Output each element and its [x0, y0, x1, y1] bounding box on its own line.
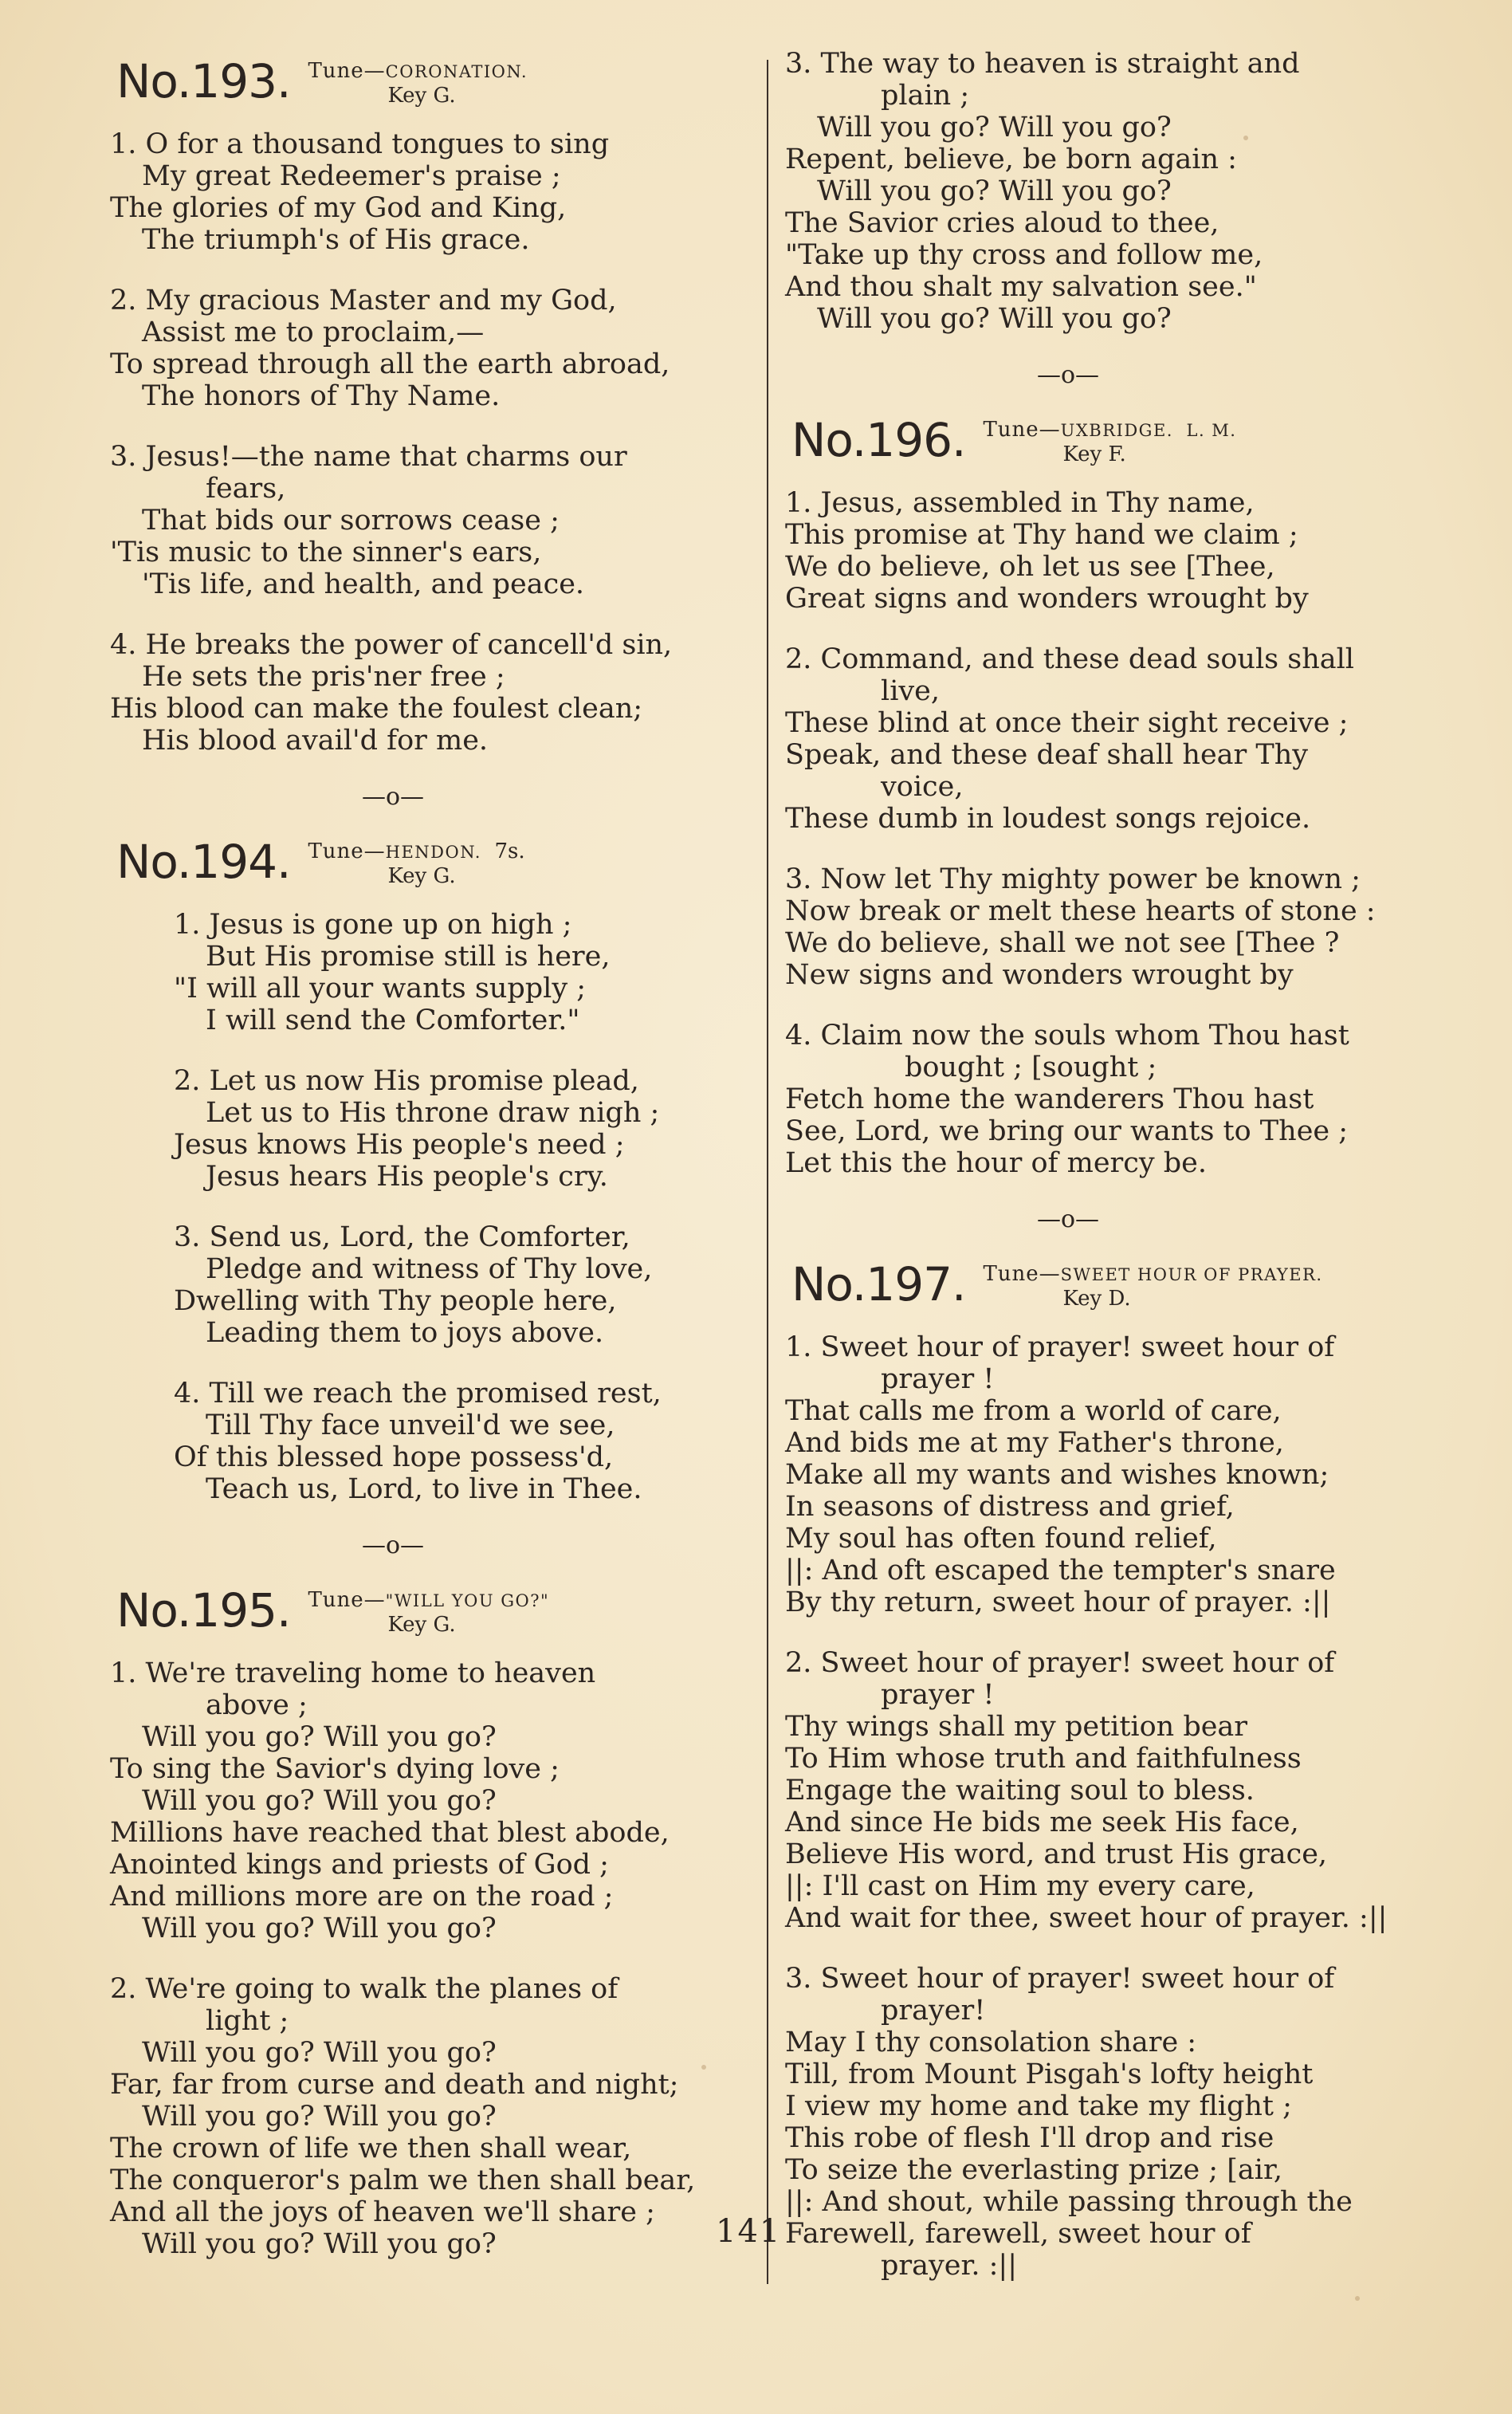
- verse-line: 2. We're going to walk the planes of: [110, 1973, 619, 2005]
- verse-line: My great Redeemer's praise ;: [142, 160, 561, 192]
- verse-line: I will send the Comforter.": [206, 1005, 580, 1036]
- verse: [785, 643, 1439, 835]
- verse-line: above ;: [206, 1689, 308, 1721]
- tune-name: HENDON.: [385, 843, 481, 862]
- verse-line: Will you go? Will you go?: [142, 2228, 497, 2260]
- verse-line: The honors of Thy Name.: [142, 380, 501, 412]
- verse-line: Leading them to joys above.: [206, 1317, 604, 1349]
- verse-line: Dwelling with Thy people here,: [174, 1285, 617, 1317]
- verse-line: And thou shalt my salvation see.": [785, 271, 1257, 303]
- verse: [110, 285, 764, 412]
- verse-line: voice,: [881, 771, 964, 803]
- paper-stain: [701, 2065, 706, 2070]
- verse-line: But His promise still is here,: [206, 941, 611, 973]
- section-separator: —o—: [361, 783, 425, 811]
- verse: [785, 487, 1439, 615]
- verse-line: 3. Now let Thy mighty power be known ;: [785, 863, 1361, 895]
- verse-line: Till, from Mount Pisgah's lofty height: [785, 2058, 1314, 2090]
- verse-line: Anointed kings and priests of God ;: [110, 1849, 609, 1881]
- paper-stain: [1355, 2296, 1360, 2301]
- tune-label: Tune—: [983, 418, 1061, 442]
- verse-line: His blood avail'd for me.: [142, 725, 489, 757]
- verse: [110, 1221, 764, 1349]
- verse-line: And bids me at my Father's throne,: [785, 1427, 1284, 1459]
- verse-line: Will you go? Will you go?: [817, 303, 1172, 335]
- meter: L. M.: [1186, 421, 1237, 440]
- verse-line: Repent, believe, be born again :: [785, 144, 1237, 175]
- verse: [110, 1657, 764, 1944]
- meter: 7s.: [494, 839, 525, 863]
- verse-line: 2. My gracious Master and my God,: [110, 285, 617, 316]
- verse-line: Farewell, farewell, sweet hour of: [785, 2218, 1251, 2250]
- verse-line: "Take up thy cross and follow me,: [785, 239, 1263, 271]
- hymn-196-header: [791, 413, 1439, 467]
- tune-info: [983, 418, 1236, 466]
- verse-line: Will you go? Will you go?: [817, 112, 1172, 144]
- verse-line: These dumb in loudest songs rejoice.: [785, 803, 1311, 835]
- verse-line: plain ;: [881, 80, 970, 112]
- verse-line: 3. Send us, Lord, the Comforter,: [174, 1221, 630, 1253]
- verse-line: To sing the Savior's dying love ;: [110, 1753, 560, 1785]
- verse: [785, 1331, 1439, 1618]
- verse-line: In seasons of distress and grief,: [785, 1491, 1235, 1523]
- verse-line: 'Tis music to the sinner's ears,: [110, 537, 542, 568]
- tune-info: [308, 59, 528, 108]
- verse-line: Will you go? Will you go?: [142, 2101, 497, 2133]
- verse-line: fears,: [206, 473, 286, 505]
- left-column: [110, 48, 764, 2289]
- verse-line: Assist me to proclaim,—: [142, 316, 485, 348]
- verse-line: prayer. :||: [881, 2250, 1018, 2282]
- verse: [110, 1378, 764, 1505]
- hymn-197-header: [791, 1257, 1439, 1311]
- verse: [110, 909, 764, 1036]
- verse-line: Let us to His throne draw nigh ;: [206, 1097, 660, 1129]
- verse-line: And since He bids me seek His face,: [785, 1807, 1299, 1838]
- verse: [785, 1020, 1439, 1179]
- tune-label: Tune—: [308, 1588, 386, 1612]
- verse: [110, 128, 764, 256]
- verse-line: By thy return, sweet hour of prayer. :||: [785, 1586, 1331, 1618]
- verse-line: The crown of life we then shall wear,: [110, 2133, 632, 2164]
- key-signature: Key D.: [1062, 1287, 1131, 1311]
- verse-line: And all the joys of heaven we'll share ;: [110, 2196, 655, 2228]
- verse: [785, 1647, 1439, 1934]
- verse-line: 4. Till we reach the promised rest,: [174, 1378, 662, 1409]
- verse-line: This promise at Thy hand we claim ;: [785, 519, 1298, 551]
- verse-line: Pledge and witness of Thy love,: [206, 1253, 653, 1285]
- verse-line: Make all my wants and wishes known;: [785, 1459, 1329, 1491]
- section-separator: —o—: [361, 1531, 425, 1559]
- key-signature: Key F.: [1062, 442, 1126, 466]
- verse-line: 3. Jesus!—the name that charms our: [110, 441, 627, 473]
- verse-line: He sets the pris'ner free ;: [142, 661, 505, 693]
- verse-line: Jesus knows His people's need ;: [174, 1129, 625, 1161]
- verse-line: 2. Let us now His promise plead,: [174, 1065, 639, 1097]
- verse-line: Will you go? Will you go?: [142, 1913, 497, 1944]
- verse-line: Will you go? Will you go?: [817, 175, 1172, 207]
- verse-line: 1. Jesus, assembled in Thy name,: [785, 487, 1255, 519]
- verse-line: 3. The way to heaven is straight and: [785, 48, 1300, 80]
- hymn-number: No.196.: [791, 413, 966, 467]
- tune-info: [308, 839, 524, 888]
- verse-line: Thy wings shall my petition bear: [785, 1711, 1248, 1743]
- verse-line: To Him whose truth and faithfulness: [785, 1743, 1302, 1775]
- tune-info: [983, 1262, 1322, 1311]
- verse-line: 2. Command, and these dead souls shall: [785, 643, 1354, 675]
- verse-line: 3. Sweet hour of prayer! sweet hour of: [785, 1963, 1335, 1995]
- verse-line: To seize the everlasting prize ; [air,: [785, 2154, 1282, 2186]
- verse-line: prayer!: [881, 1995, 986, 2027]
- paper-stain: [1243, 136, 1248, 140]
- verse-line: Will you go? Will you go?: [142, 1721, 497, 1753]
- verse-line: And millions more are on the road ;: [110, 1881, 614, 1913]
- verse-line: 1. O for a thousand tongues to sing: [110, 128, 610, 160]
- verse-line: And wait for thee, sweet hour of prayer. :||: [785, 1902, 1388, 1934]
- key-signature: Key G.: [387, 1613, 456, 1637]
- hymn-number: No.194.: [116, 835, 291, 889]
- hymn-number: No.193.: [116, 54, 291, 108]
- verse: [110, 1973, 764, 2260]
- tune-name: UXBRIDGE.: [1060, 421, 1173, 440]
- verse-line: We do believe, oh let us see [Thee,: [785, 551, 1275, 583]
- verse-line: ||: And oft escaped the tempter's snare: [785, 1555, 1336, 1586]
- verse-line: I view my home and take my flight ;: [785, 2090, 1292, 2122]
- verse-line: Now break or melt these hearts of stone :: [785, 895, 1376, 927]
- verse-line: Till Thy face unveil'd we see,: [206, 1409, 615, 1441]
- verse-line: Great signs and wonders wrought by: [785, 583, 1309, 615]
- verse-line: My soul has often found relief,: [785, 1523, 1217, 1555]
- verse-line: Will you go? Will you go?: [142, 1785, 497, 1817]
- verse-line: 'Tis life, and health, and peace.: [142, 568, 585, 600]
- hymn-194-header: [116, 835, 764, 889]
- hymn-193-header: [116, 54, 764, 108]
- verse-line: ||: I'll cast on Him my every care,: [785, 1870, 1255, 1902]
- verse-line: Far, far from curse and death and night;: [110, 2069, 679, 2101]
- column-divider: [767, 60, 768, 2284]
- verse-line: Teach us, Lord, to live in Thee.: [206, 1473, 642, 1505]
- verse-line: See, Lord, we bring our wants to Thee ;: [785, 1115, 1349, 1147]
- verse-line: Will you go? Will you go?: [142, 2037, 497, 2069]
- verse-line: The triumph's of His grace.: [142, 224, 530, 256]
- page-number: 141: [716, 2213, 782, 2250]
- verse-line: His blood can make the foulest clean;: [110, 693, 643, 725]
- verse: [785, 48, 1439, 335]
- verse-line: live,: [881, 675, 940, 707]
- verse-line: Jesus hears His people's cry.: [206, 1161, 608, 1193]
- right-column: [785, 48, 1439, 2310]
- verse-line: That bids our sorrows cease ;: [142, 505, 560, 537]
- tune-info: [308, 1588, 549, 1637]
- verse-line: That calls me from a world of care,: [785, 1395, 1282, 1427]
- hymn-number: No.195.: [116, 1583, 291, 1638]
- verse-line: To spread through all the earth abroad,: [110, 348, 670, 380]
- verse-line: prayer !: [881, 1363, 995, 1395]
- verse-line: Speak, and these deaf shall hear Thy: [785, 739, 1309, 771]
- verse-line: 1. Sweet hour of prayer! sweet hour of: [785, 1331, 1335, 1363]
- tune-label: Tune—: [308, 839, 386, 863]
- verse-line: Fetch home the wanderers Thou hast: [785, 1083, 1314, 1115]
- tune-label: Tune—: [308, 59, 386, 83]
- verse-line: May I thy consolation share :: [785, 2027, 1197, 2058]
- verse-line: 4. He breaks the power of cancell'd sin,: [110, 629, 673, 661]
- verse: [785, 863, 1439, 991]
- verse-line: 2. Sweet hour of prayer! sweet hour of: [785, 1647, 1335, 1679]
- verse-line: 4. Claim now the souls whom Thou hast: [785, 1020, 1349, 1052]
- verse-line: This robe of flesh I'll drop and rise: [785, 2122, 1274, 2154]
- hymn-195-header: [116, 1583, 764, 1638]
- verse-line: bought ; [sought ;: [905, 1052, 1157, 1083]
- verse: [110, 629, 764, 757]
- verse-line: The conqueror's palm we then shall bear,: [110, 2164, 696, 2196]
- verse-line: The Savior cries aloud to thee,: [785, 207, 1219, 239]
- verse: [110, 441, 764, 600]
- key-signature: Key G.: [387, 864, 456, 888]
- verse-line: Believe His word, and trust His grace,: [785, 1838, 1328, 1870]
- verse-line: These blind at once their sight receive ;: [785, 707, 1349, 739]
- tune-name: SWEET HOUR OF PRAYER.: [1060, 1265, 1323, 1284]
- section-separator: —o—: [1036, 1205, 1100, 1233]
- key-signature: Key G.: [387, 84, 456, 108]
- hymn-number: No.197.: [791, 1257, 966, 1311]
- verse: [785, 1963, 1439, 2282]
- verse-line: Of this blessed hope possess'd,: [174, 1441, 614, 1473]
- verse-line: Let this the hour of mercy be.: [785, 1147, 1208, 1179]
- verse-line: Millions have reached that blest abode,: [110, 1817, 670, 1849]
- tune-name: "WILL YOU GO?": [385, 1591, 550, 1610]
- verse-line: light ;: [206, 2005, 289, 2037]
- verse-line: New signs and wonders wrought by: [785, 959, 1294, 991]
- verse: [110, 1065, 764, 1193]
- tune-label: Tune—: [983, 1262, 1061, 1286]
- tune-name: CORONATION.: [385, 62, 528, 81]
- verse-line: Engage the waiting soul to bless.: [785, 1775, 1255, 1807]
- section-separator: —o—: [1036, 361, 1100, 389]
- verse-line: The glories of my God and King,: [110, 192, 567, 224]
- verse-line: 1. Jesus is gone up on high ;: [174, 909, 572, 941]
- verse-line: "I will all your wants supply ;: [174, 973, 587, 1005]
- verse-line: We do believe, shall we not see [Thee ?: [785, 927, 1340, 959]
- verse-line: prayer !: [881, 1679, 995, 1711]
- verse-line: 1. We're traveling home to heaven: [110, 1657, 596, 1689]
- verse-line: ||: And shout, while passing through the: [785, 2186, 1353, 2218]
